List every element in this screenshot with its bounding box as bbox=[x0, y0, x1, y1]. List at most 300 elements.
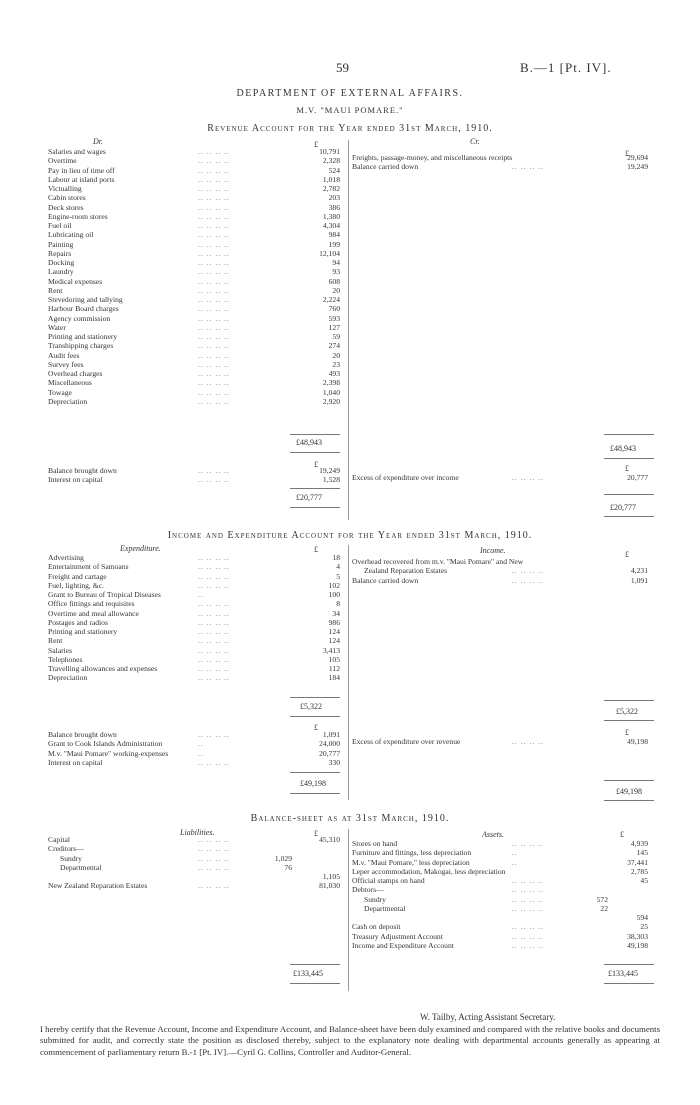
ledger-row-label: Income and Expenditure Account bbox=[352, 940, 454, 950]
leader-dots: .. .. .. .. bbox=[198, 304, 230, 314]
ledger-row-amount: 2,224 bbox=[322, 295, 340, 304]
ledger-row bbox=[352, 153, 648, 162]
ledger-row-label: Lubricating oil bbox=[48, 230, 94, 240]
ledger-row-amount: 93 bbox=[332, 267, 340, 277]
ledger-row-amount: 23 bbox=[332, 359, 340, 369]
ledger-row bbox=[48, 156, 344, 165]
leader-dots: .. .. .. .. bbox=[198, 211, 230, 221]
ledger-row bbox=[48, 267, 344, 276]
ledger-row-label: Sundry bbox=[364, 894, 386, 904]
ledger-row bbox=[48, 147, 344, 156]
income-income-label: Income. bbox=[480, 546, 506, 555]
ledger-row bbox=[48, 618, 344, 627]
ledger-row-label: Printing and stationery bbox=[48, 627, 118, 636]
ledger-row-label: Victualling bbox=[48, 184, 82, 193]
ledger-row-label: Freight and cartage bbox=[48, 571, 107, 581]
leader-dots: .. .. .. .. bbox=[512, 940, 544, 950]
ledger-row bbox=[352, 839, 648, 848]
balance-assets-total: £133,445 bbox=[608, 969, 638, 978]
leader-dots: .. .. .. .. bbox=[198, 730, 230, 739]
ledger-row bbox=[48, 341, 344, 350]
ledger-row-label: Advertising bbox=[48, 553, 84, 562]
ledger-row bbox=[48, 295, 344, 304]
ledger-row bbox=[48, 646, 344, 655]
leader-dots: .. .. .. .. bbox=[198, 387, 230, 397]
leader-dots: .. .. .. .. bbox=[198, 608, 230, 618]
ledger-row-label: Laundry bbox=[48, 267, 74, 277]
ledger-row-amount: 493 bbox=[328, 369, 340, 378]
revenue-dr-label: Dr. bbox=[93, 137, 104, 146]
income-total2-rule-2 bbox=[290, 793, 340, 794]
ledger-row-amount: 4,939 bbox=[630, 839, 648, 848]
ledger-row-label: Treasury Adjustment Account bbox=[352, 931, 443, 941]
ledger-row-amount: 594 bbox=[636, 913, 648, 922]
leader-dots: .. .. .. .. bbox=[198, 313, 230, 323]
income-account-title: Income and Expenditure Account for the Year ended 31st March, 1910. bbox=[167, 530, 533, 541]
leader-dots: .. .. .. .. bbox=[198, 580, 230, 590]
income-exp-pound-2: £ bbox=[314, 723, 318, 732]
ledger-row-label: Debtors— bbox=[352, 885, 384, 895]
ledger-row-label: Grant to Bureau of Tropical Diseases bbox=[48, 590, 161, 599]
ledger-row-label: Travelling allowances and expenses bbox=[48, 664, 158, 673]
ledger-row bbox=[48, 230, 344, 239]
revenue-divider bbox=[348, 140, 349, 520]
leader-dots: .. .. .. .. bbox=[198, 862, 230, 872]
income-inc-pound-2: £ bbox=[625, 728, 629, 737]
ledger-row-amount: 593 bbox=[328, 313, 340, 323]
ledger-row bbox=[48, 203, 344, 212]
ledger-row-label: Cabin stores bbox=[48, 193, 86, 203]
document-reference: B.—1 [Pt. IV]. bbox=[520, 60, 612, 75]
ledger-row bbox=[352, 566, 648, 575]
ledger-row-label: Overtime and meal allowance bbox=[48, 608, 139, 618]
leader-dots: .. .. .. .. bbox=[198, 341, 230, 351]
ledger-row bbox=[48, 599, 344, 608]
leader-dots: .. .. .. .. bbox=[198, 350, 230, 360]
ledger-row-amount: 199 bbox=[328, 239, 340, 249]
revenue-total-rule-2 bbox=[290, 452, 340, 453]
income-inc-total-rule bbox=[604, 700, 654, 701]
ledger-row-amount: 2,328 bbox=[322, 156, 340, 166]
ledger-row-label: New Zealand Reparation Estates bbox=[48, 881, 148, 891]
leader-dots: .. .. .. .. bbox=[198, 267, 230, 277]
ledger-row-amount: 3,413 bbox=[322, 645, 340, 655]
ledger-row-subamount: 22 bbox=[600, 903, 608, 913]
balance-assets-list bbox=[352, 839, 648, 950]
ledger-row bbox=[48, 730, 344, 739]
ledger-row-amount: 8 bbox=[336, 599, 340, 609]
leader-dots: .. .. .. .. bbox=[198, 571, 230, 581]
income-inc-total-rule-2 bbox=[604, 720, 654, 721]
leader-dots: .. .. .. .. bbox=[198, 645, 230, 655]
ledger-row-amount: 608 bbox=[328, 276, 340, 286]
ledger-row-amount: 29,694 bbox=[627, 153, 648, 162]
ledger-row-label: Towage bbox=[48, 387, 72, 397]
leader-dots: .. .. .. .. bbox=[198, 285, 230, 295]
revenue-debit-list bbox=[48, 147, 344, 406]
leader-dots: .. .. .. .. bbox=[512, 839, 544, 848]
ledger-row bbox=[48, 240, 344, 249]
revenue-account-title: Revenue Account for the Year ended 31st March, 1910. bbox=[207, 123, 493, 134]
leader-dots: .. .. .. .. bbox=[512, 894, 544, 904]
ledger-row-label: Telephones bbox=[48, 654, 83, 664]
ledger-row bbox=[48, 572, 344, 581]
income-total-rule bbox=[290, 697, 340, 698]
ledger-row-amount: 25 bbox=[640, 922, 648, 932]
ledger-row-amount: 124 bbox=[328, 627, 340, 636]
ledger-row-label: Balance brought down bbox=[48, 466, 117, 475]
ledger-row bbox=[352, 913, 648, 922]
ledger-row-label: Creditors— bbox=[48, 844, 84, 854]
balance-assets-total-rule-2 bbox=[604, 983, 654, 984]
ledger-row-label: Postages and radios bbox=[48, 617, 108, 627]
ledger-row-amount: 274 bbox=[328, 341, 340, 351]
ledger-row-amount: 45,310 bbox=[319, 835, 340, 844]
ledger-row bbox=[48, 739, 344, 748]
leader-dots: .. .. .. .. bbox=[198, 475, 230, 485]
leader-dots: .. .. .. .. bbox=[198, 853, 230, 863]
ledger-row-amount: 19,249 bbox=[319, 466, 340, 475]
ledger-row bbox=[48, 212, 344, 221]
ledger-row bbox=[48, 221, 344, 230]
ledger-row bbox=[352, 557, 648, 566]
income-total-rule-2 bbox=[290, 716, 340, 717]
ledger-row-label: Capital bbox=[48, 835, 70, 844]
leader-dots: .. .. .. .. bbox=[512, 931, 544, 941]
ledger-row bbox=[352, 895, 648, 904]
leader-dots: .. .. .. .. bbox=[198, 835, 230, 844]
ledger-row bbox=[48, 175, 344, 184]
ledger-row bbox=[48, 844, 344, 853]
revenue-credit-list bbox=[352, 153, 648, 172]
ledger-row bbox=[352, 473, 648, 482]
ledger-row bbox=[48, 360, 344, 369]
ledger-row bbox=[48, 466, 344, 475]
leader-dots: .. .. .. .. bbox=[512, 876, 544, 885]
ledger-row bbox=[48, 562, 344, 571]
ledger-row bbox=[48, 378, 344, 387]
balance-assets-label: Assets. bbox=[482, 830, 504, 839]
leader-dots: .. .. .. .. bbox=[198, 396, 230, 406]
revenue-debit-total2: £20,777 bbox=[296, 493, 322, 502]
ledger-row bbox=[48, 655, 344, 664]
ledger-row bbox=[352, 858, 648, 867]
ledger-row-label: Painting bbox=[48, 239, 74, 249]
ledger-row-label: Depreciation bbox=[48, 396, 88, 406]
revenue-total-rule bbox=[290, 434, 340, 435]
ledger-row-label: Agency commission bbox=[48, 313, 111, 323]
leader-dots: .. .. .. .. bbox=[198, 369, 230, 378]
ledger-row-amount: 45 bbox=[640, 876, 648, 885]
leader-dots: .. .. .. .. bbox=[198, 636, 230, 646]
ledger-row bbox=[48, 590, 344, 599]
leader-dots: .. bbox=[198, 739, 204, 749]
ledger-row-amount: 10,791 bbox=[319, 147, 340, 156]
ledger-row-label: Freights, passage-money, and miscellaneous receipts bbox=[352, 153, 513, 162]
leader-dots: .. .. .. .. bbox=[198, 248, 230, 258]
leader-dots: .. .. .. .. bbox=[198, 184, 230, 193]
leader-dots: .. .. .. .. bbox=[198, 673, 230, 683]
ledger-row-amount: 20 bbox=[332, 350, 340, 360]
ledger-row-amount: 203 bbox=[328, 193, 340, 203]
ledger-row bbox=[48, 673, 344, 682]
revenue-total2-rule-2 bbox=[290, 507, 340, 508]
income-exp-pound: £ bbox=[314, 545, 318, 554]
ledger-row bbox=[48, 397, 344, 406]
ledger-row-label: Deck stores bbox=[48, 202, 84, 212]
leader-dots: .. .. .. .. bbox=[198, 617, 230, 627]
ledger-row-amount: 81,030 bbox=[319, 881, 340, 891]
revenue-total2-rule bbox=[290, 488, 340, 489]
ledger-row bbox=[352, 904, 648, 913]
ledger-row-amount: 1,091 bbox=[322, 730, 340, 739]
ledger-row-label: Medical expenses bbox=[48, 276, 103, 286]
ledger-row-label: Printing and stationery bbox=[48, 332, 118, 341]
ledger-row-amount: 2,920 bbox=[322, 396, 340, 406]
income-exp-total2: £49,198 bbox=[300, 779, 326, 788]
ledger-row-amount: 59 bbox=[332, 332, 340, 341]
ledger-row bbox=[352, 941, 648, 950]
ledger-row-amount: 145 bbox=[636, 848, 648, 858]
leader-dots: .. .. .. .. bbox=[198, 221, 230, 230]
ledger-row bbox=[48, 351, 344, 360]
ledger-row bbox=[48, 277, 344, 286]
income-inc-total2: £49,198 bbox=[616, 787, 642, 796]
ledger-row-label: Water bbox=[48, 322, 66, 332]
income-inc-after-list bbox=[352, 737, 648, 746]
ledger-row bbox=[48, 749, 344, 758]
revenue-debit-after-list bbox=[48, 466, 344, 485]
ledger-row-amount: 2,785 bbox=[630, 866, 648, 876]
ledger-row-label: Labour at island ports bbox=[48, 174, 115, 184]
balance-liabilities-label: Liabilities. bbox=[180, 828, 215, 837]
ledger-row-label: Survey fees bbox=[48, 359, 84, 369]
ledger-row-amount: 49,198 bbox=[627, 737, 648, 746]
leader-dots: .. .. .. .. bbox=[512, 885, 544, 895]
ledger-row bbox=[48, 166, 344, 175]
leader-dots: .. .. .. .. bbox=[198, 881, 230, 891]
revenue-credit-total2-rule-2 bbox=[604, 516, 654, 517]
ledger-row-label: Harbour Board charges bbox=[48, 304, 119, 314]
leader-dots: .. .. .. .. bbox=[198, 654, 230, 664]
ledger-row bbox=[48, 388, 344, 397]
ledger-row-label: Leper accommodation, Makogai, less depreciation bbox=[352, 866, 506, 876]
ledger-row-amount: 524 bbox=[328, 165, 340, 175]
ledger-row-amount: 4 bbox=[336, 562, 340, 572]
ledger-row-amount: 94 bbox=[332, 258, 340, 267]
ledger-row-label: Sundry bbox=[60, 853, 82, 863]
ledger-row bbox=[48, 332, 344, 341]
income-income-list bbox=[352, 557, 648, 585]
ledger-row-label: Fuel oil bbox=[48, 221, 72, 230]
leader-dots: .. .. .. .. bbox=[198, 599, 230, 609]
ledger-row-amount: 4,231 bbox=[630, 566, 648, 576]
income-expenditure-label: Expenditure. bbox=[120, 544, 161, 553]
ledger-row-label: Entertainment of Samoans bbox=[48, 562, 129, 572]
leader-dots: .. .. .. .. bbox=[198, 174, 230, 184]
ledger-row-label: Rent bbox=[48, 636, 63, 646]
ledger-row-label: Stevedoring and tallying bbox=[48, 295, 123, 304]
ledger-row-amount: 105 bbox=[328, 654, 340, 664]
ledger-row-amount: 20,777 bbox=[319, 748, 340, 758]
income-inc-total2-rule bbox=[604, 780, 654, 781]
ledger-row bbox=[48, 881, 344, 890]
ledger-row-amount: 984 bbox=[328, 230, 340, 240]
ledger-row-amount: 20,777 bbox=[627, 473, 648, 482]
revenue-credit-pound-2: £ bbox=[625, 464, 629, 473]
ledger-row-label: Departmental bbox=[60, 862, 102, 872]
ledger-row bbox=[48, 475, 344, 484]
signature-line: W. Tailby, Acting Assistant Secretary. bbox=[420, 1012, 556, 1022]
ledger-row bbox=[48, 664, 344, 673]
ship-title: M.V. "MAUI POMARE." bbox=[296, 105, 404, 115]
leader-dots: .. .. .. .. bbox=[198, 295, 230, 304]
page-number: 59 bbox=[336, 60, 349, 75]
income-expenditure-list bbox=[48, 553, 344, 683]
ledger-row bbox=[352, 848, 648, 857]
balance-liab-total-rule bbox=[290, 964, 340, 965]
ledger-row-amount: 100 bbox=[328, 590, 340, 599]
ledger-row-amount: 5 bbox=[336, 571, 340, 581]
balance-assets-pound: £ bbox=[620, 830, 624, 839]
ledger-row-label: Balance carried down bbox=[352, 162, 419, 172]
leader-dots: .. .. .. .. bbox=[198, 359, 230, 369]
leader-dots: .. .. .. .. bbox=[198, 239, 230, 249]
ledger-row-label: M.v. "Maui Pomare" working-expenses bbox=[48, 748, 169, 758]
ledger-row-label: Excess of expenditure over revenue bbox=[352, 737, 461, 746]
ledger-row bbox=[48, 758, 344, 767]
ledger-row-amount: 1,018 bbox=[322, 174, 340, 184]
ledger-row-label: Repairs bbox=[48, 248, 72, 258]
revenue-credit-total2-rule bbox=[604, 494, 654, 495]
ledger-row bbox=[352, 885, 648, 894]
ledger-row bbox=[48, 609, 344, 618]
ledger-row-label: Furniture and fittings, less depreciation bbox=[352, 848, 472, 858]
income-exp-after-list bbox=[48, 730, 344, 767]
ledger-row-label: Cash on deposit bbox=[352, 922, 401, 932]
ledger-row-amount: 20 bbox=[332, 285, 340, 295]
ledger-row bbox=[48, 553, 344, 562]
balance-sheet-title: Balance-sheet as at 31st March, 1910. bbox=[250, 813, 450, 824]
revenue-cr-label: Cr. bbox=[470, 137, 480, 146]
revenue-debit-pound-2: £ bbox=[314, 460, 318, 469]
balance-liab-total-rule-2 bbox=[290, 983, 340, 984]
ledger-row bbox=[48, 863, 344, 872]
ledger-row-amount: 49,198 bbox=[627, 940, 648, 950]
ledger-row-label: Official stamps on hand bbox=[352, 876, 425, 885]
ledger-row-amount: 184 bbox=[328, 673, 340, 683]
ledger-row-amount: 2,398 bbox=[322, 378, 340, 388]
ledger-row bbox=[48, 835, 344, 844]
leader-dots: .. .. .. .. bbox=[198, 322, 230, 332]
balance-assets-total-rule bbox=[604, 964, 654, 965]
ledger-row-amount: 124 bbox=[328, 636, 340, 646]
ledger-row-label: Audit fees bbox=[48, 350, 80, 360]
leader-dots: .. .. .. .. bbox=[198, 466, 230, 475]
leader-dots: .. .. .. .. bbox=[512, 737, 544, 746]
leader-dots: .. .. .. .. bbox=[512, 162, 544, 172]
ledger-row bbox=[48, 314, 344, 323]
ledger-row bbox=[48, 249, 344, 258]
ledger-row bbox=[352, 576, 648, 585]
ledger-row-amount: 38,303 bbox=[627, 931, 648, 941]
leader-dots: .. .. .. .. bbox=[198, 165, 230, 175]
ledger-row-label: Excess of expenditure over income bbox=[352, 473, 459, 482]
ledger-row-amount: 112 bbox=[328, 664, 340, 673]
ledger-row-label: Office fittings and requisites bbox=[48, 599, 135, 609]
ledger-row-subamount: 1,029 bbox=[274, 853, 292, 863]
revenue-credit-after-list bbox=[352, 473, 648, 482]
ledger-row-label: Overhead charges bbox=[48, 369, 103, 378]
ledger-row-amount: 330 bbox=[328, 757, 340, 767]
ledger-row-amount: 12,104 bbox=[319, 248, 340, 258]
ledger-row-label: Miscellaneous bbox=[48, 378, 92, 388]
leader-dots: .. .. .. .. bbox=[198, 378, 230, 388]
ledger-row-amount: 34 bbox=[332, 608, 340, 618]
ledger-row bbox=[48, 627, 344, 636]
ledger-row-amount: 1,380 bbox=[322, 211, 340, 221]
leader-dots: .. .. .. .. bbox=[512, 922, 544, 932]
ledger-row bbox=[352, 932, 648, 941]
ledger-row-label: Transhipping charges bbox=[48, 341, 114, 351]
ledger-row bbox=[48, 581, 344, 590]
ledger-row-label: Overhead recovered from m.v. "Maui Pomare" and New bbox=[352, 557, 524, 566]
leader-dots: .. .. .. .. bbox=[198, 258, 230, 267]
ledger-row-label: Salaries bbox=[48, 645, 73, 655]
leader-dots: .. .. .. .. bbox=[198, 844, 230, 854]
ledger-row-label: Depreciation bbox=[48, 673, 88, 683]
revenue-credit-total2: £20,777 bbox=[610, 503, 636, 512]
ledger-row bbox=[48, 286, 344, 295]
revenue-credit-total: £48,943 bbox=[610, 444, 636, 453]
leader-dots: .. .. .. .. bbox=[512, 473, 544, 482]
revenue-credit-total-rule bbox=[604, 434, 654, 435]
balance-liab-pound: £ bbox=[314, 829, 318, 838]
leader-dots: .. .. .. .. bbox=[198, 553, 230, 562]
ledger-row-amount: 1,091 bbox=[630, 575, 648, 585]
ledger-row bbox=[352, 867, 648, 876]
ledger-row-label: M.v. "Maui Pomare," less depreciation bbox=[352, 857, 470, 867]
ledger-row-amount: 37,441 bbox=[627, 857, 648, 867]
leader-dots: .. bbox=[198, 590, 204, 599]
ledger-row-label: Overtime bbox=[48, 156, 77, 166]
ledger-row-subamount: 76 bbox=[284, 862, 292, 872]
ledger-row bbox=[48, 872, 344, 881]
ledger-row-label: Interest on capital bbox=[48, 475, 103, 485]
ledger-row-amount: 1,105 bbox=[322, 872, 340, 881]
ledger-row-amount: 760 bbox=[328, 304, 340, 314]
leader-dots: .. .. .. .. bbox=[198, 230, 230, 240]
ledger-row-amount: 18 bbox=[332, 553, 340, 562]
department-title: DEPARTMENT OF EXTERNAL AFFAIRS. bbox=[236, 88, 464, 99]
ledger-row bbox=[48, 193, 344, 202]
revenue-debit-total: £48,943 bbox=[296, 438, 322, 447]
leader-dots: .. .. .. .. bbox=[512, 903, 544, 913]
ledger-row bbox=[352, 737, 648, 746]
balance-liab-total: £133,445 bbox=[293, 969, 323, 978]
ledger-row-amount: 102 bbox=[328, 580, 340, 590]
leader-dots: .. .. .. .. bbox=[198, 276, 230, 286]
ledger-row bbox=[48, 184, 344, 193]
balance-divider bbox=[348, 829, 349, 991]
leader-dots: .. .. .. .. bbox=[512, 575, 544, 585]
income-divider bbox=[348, 545, 349, 800]
ledger-row-label: Stores on hand bbox=[352, 839, 398, 848]
income-inc-total2-rule-2 bbox=[604, 800, 654, 801]
ledger-row-label: Zealand Reparation Estates bbox=[364, 566, 448, 576]
ledger-row-label: Balance brought down bbox=[48, 730, 117, 739]
leader-dots: .. .. .. .. bbox=[198, 627, 230, 636]
